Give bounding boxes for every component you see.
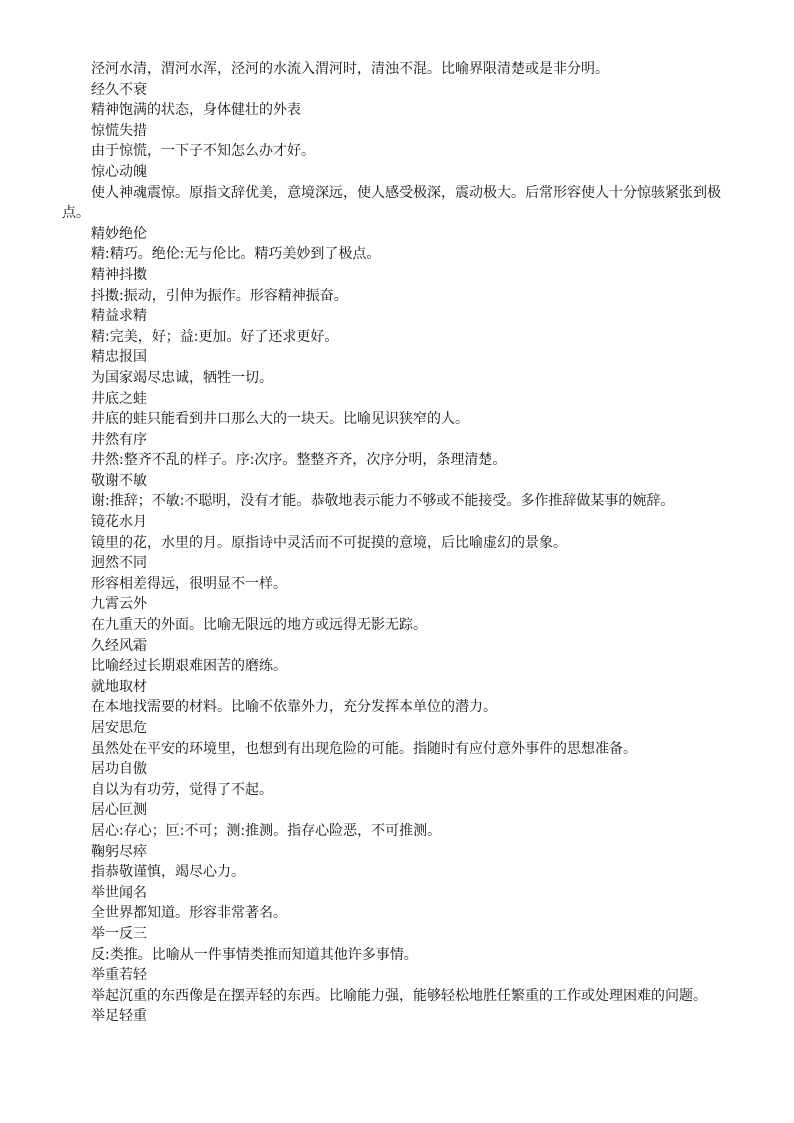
idiom-definition: 井底的蛙只能看到井口那么大的一块天。比喻见识狭窄的人。 — [91, 411, 469, 428]
idiom-definition: 居心:存心；叵:不可；测:推测。指存心险恶，不可推测。 — [91, 822, 442, 839]
idiom-definition: 指恭敬谨慎，竭尽心力。 — [91, 864, 245, 881]
idiom-definition: 泾河水清，渭河水浑，泾河的水流入渭河时，清浊不混。比喻界限清楚或是非分明。 — [91, 61, 609, 77]
idiom-term: 精神抖擞 — [91, 266, 147, 283]
idiom-definition: 虽然处在平安的环境里，也想到有出现危险的可能。指随时有应付意外事件的思想准备。 — [91, 740, 637, 757]
idiom-term: 久经风霜 — [91, 637, 147, 654]
idiom-definition: 镜里的花，水里的月。原指诗中灵活而不可捉摸的意境，后比喻虚幻的景象。 — [91, 534, 567, 551]
idiom-term: 敬谢不敏 — [91, 472, 147, 489]
idiom-definition: 全世界都知道。形容非常著名。 — [91, 905, 287, 922]
idiom-term: 鞠躬尽瘁 — [91, 843, 147, 860]
idiom-definition: 在本地找需要的材料。比喻不依靠外力，充分发挥本单位的潜力。 — [91, 699, 497, 716]
idiom-definition: 举起沉重的东西像是在摆弄轻的东西。比喻能力强，能够轻松地胜任繁重的工作或处理困难的问题。 — [91, 987, 707, 1004]
idiom-definition: 精:精巧。绝伦:无与伦比。精巧美妙到了极点。 — [91, 246, 381, 263]
idiom-definition: 比喻经过长期艰难困苦的磨练。 — [91, 658, 287, 675]
idiom-term: 精益求精 — [91, 308, 147, 325]
idiom-term: 就地取材 — [91, 678, 147, 695]
idiom-definition: 谢:推辞；不敏:不聪明，没有才能。恭敬地表示能力不够或不能接受。多作推辞做某事的婉辞。 — [91, 493, 675, 510]
idiom-definition: 井然:整齐不乱的样子。序:次序。整整齐齐，次序分明，条理清楚。 — [91, 452, 507, 469]
idiom-term: 惊心动魄 — [91, 163, 147, 180]
idiom-definition: 在九重天的外面。比喻无限远的地方或远得无影无踪。 — [91, 617, 427, 634]
idiom-term: 居心叵测 — [91, 802, 147, 819]
idiom-term: 举世闻名 — [91, 884, 147, 901]
idiom-definition: 精神饱满的状态，身体健壮的外表 — [91, 102, 301, 119]
idiom-term: 井底之蛙 — [91, 390, 147, 407]
idiom-term: 惊慌失措 — [91, 122, 147, 139]
idiom-term: 举一反三 — [91, 925, 147, 942]
idiom-term: 举重若轻 — [91, 967, 147, 984]
idiom-definition: 形容相差得远，很明显不一样。 — [91, 575, 287, 592]
idiom-definition: 自以为有功劳，觉得了不起。 — [91, 781, 273, 798]
idiom-term: 经久不衰 — [91, 81, 147, 98]
idiom-term: 举足轻重 — [91, 1008, 147, 1025]
idiom-definition: 精:完美，好；益:更加。好了还求更好。 — [91, 328, 339, 345]
idiom-definition: 使人神魂震惊。原指文辞优美，意境深远，使人感受极深，震动极大。后常形容使人十分惊骇紧张到极点。 — [62, 184, 721, 222]
idiom-term: 镜花水月 — [91, 514, 147, 531]
idiom-term: 精妙绝伦 — [91, 225, 147, 242]
idiom-term: 迥然不同 — [91, 555, 147, 572]
idiom-definition: 抖擞:振动，引伸为振作。形容精神振奋。 — [91, 287, 348, 304]
idiom-definition: 为国家竭尽忠诚，牺牲一切。 — [91, 369, 273, 386]
idiom-term: 居安思危 — [91, 720, 147, 736]
idiom-term: 井然有序 — [91, 431, 147, 448]
idiom-definition: 反:类推。比喻从一件事情类推而知道其他许多事情。 — [91, 946, 418, 963]
idiom-term: 精忠报国 — [91, 349, 147, 366]
idiom-definition: 由于惊慌，一下子不知怎么办才好。 — [91, 143, 315, 160]
idiom-term: 居功自傲 — [91, 761, 147, 778]
idiom-term: 九霄云外 — [91, 596, 147, 613]
idiom-document — [62, 59, 742, 1027]
